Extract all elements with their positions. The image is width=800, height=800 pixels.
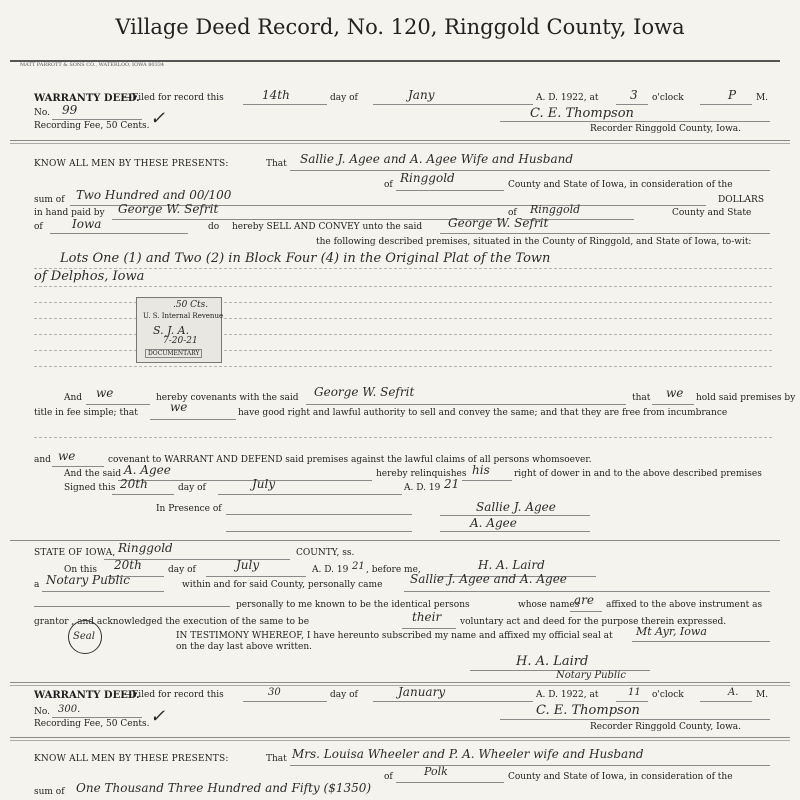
grantors-county: Polk xyxy=(424,765,448,778)
stamp-initials: S. J. A. xyxy=(153,324,190,337)
oclock-label: o'clock xyxy=(652,690,684,700)
that-label: That xyxy=(266,159,287,169)
signed-day: 20th xyxy=(120,477,148,491)
filed-day: 14th xyxy=(262,88,290,102)
persons-appearing: Sallie J. Agee and A. Agee xyxy=(410,572,567,586)
legal-description-line-1: Lots One (1) and Two (2) in Block Four (4) in the Original Plat of the Town xyxy=(60,251,551,266)
personally-known-text: personally to me known to be the identical persons xyxy=(236,600,470,610)
day-last-written: on the day last above written. xyxy=(176,642,313,652)
filed-for-record-label: —Filed for record this xyxy=(123,93,224,103)
fill-line xyxy=(42,591,164,592)
relinquishes-text: hereby relinquishes xyxy=(376,469,467,479)
state-label: STATE OF IOWA, xyxy=(34,548,116,558)
stamp-date: 7-20-21 xyxy=(163,336,198,346)
ack-county: Ringgold xyxy=(118,541,173,555)
fill-line xyxy=(440,233,770,234)
section-divider xyxy=(10,740,790,741)
section-divider xyxy=(10,140,790,141)
grantor-ack-text: grantor , and acknowledged the execution of the same to be xyxy=(34,617,310,627)
stamp-issuer: U. S. Internal Revenue xyxy=(143,312,224,320)
fill-line xyxy=(306,404,626,405)
deed-number: 99 xyxy=(62,103,78,117)
fill-line xyxy=(500,719,770,720)
fill-line xyxy=(34,606,230,607)
fill-line xyxy=(52,119,142,120)
county-state-text: County and State of Iowa, in consideration of the xyxy=(508,772,733,782)
county-ss-label: COUNTY, ss. xyxy=(296,548,355,558)
fill-line xyxy=(226,514,412,515)
we-4: we xyxy=(58,449,76,463)
section-divider xyxy=(10,682,790,683)
that-label-2: that xyxy=(632,393,651,403)
day-of-label: day of xyxy=(330,690,358,700)
we-3: we xyxy=(170,400,188,414)
check-mark: ✓ xyxy=(150,706,166,727)
deed-number: 300. xyxy=(58,704,81,715)
fill-line xyxy=(52,717,142,718)
sum-written: Two Hundred and 00/100 xyxy=(76,188,232,202)
grantee-name: George W. Sefrit xyxy=(118,202,219,216)
notary-title-handwritten: Notary Public xyxy=(46,573,130,587)
no-label: No. xyxy=(34,108,50,118)
m-label: M. xyxy=(756,690,769,700)
stamp-amount: .50 Cts. xyxy=(173,300,209,310)
signed-this-label: Signed this xyxy=(64,483,116,493)
fill-line xyxy=(243,701,327,702)
title-fee-text: title in fee simple; that xyxy=(34,408,138,418)
on-this-label: On this xyxy=(64,565,97,575)
ruled-line xyxy=(34,437,772,438)
ack-month: July xyxy=(236,558,260,572)
fill-line xyxy=(112,494,174,495)
recorder-title: Recorder Ringgold County, Iowa. xyxy=(590,124,742,134)
grantee-state: Iowa xyxy=(72,217,102,231)
recorder-title: Recorder Ringgold County, Iowa. xyxy=(590,722,742,732)
fill-line xyxy=(462,480,512,481)
signed-year: 21 xyxy=(444,477,460,491)
section-divider xyxy=(10,143,790,144)
day-of-label: day of xyxy=(330,93,358,103)
fill-line xyxy=(150,419,236,420)
county-state-text: County and State of Iowa, in consideration of the xyxy=(508,180,733,190)
dollars-label: DOLLARS xyxy=(718,195,764,205)
seal-label: Seal xyxy=(73,631,95,642)
know-all-men: KNOW ALL MEN BY THESE PRESENTS: xyxy=(34,159,229,169)
fill-line xyxy=(500,121,770,122)
fill-line xyxy=(290,765,770,766)
fill-line xyxy=(616,104,648,105)
fill-line xyxy=(396,190,504,191)
check-mark: ✓ xyxy=(150,108,166,129)
signature-1: Sallie J. Agee xyxy=(476,500,556,514)
dower-text: right of dower in and to the above described premises xyxy=(514,469,762,479)
warrant-defend-text: covenant to WARRANT AND DEFEND said premises against the lawful claims of all persons whomsoever. xyxy=(108,455,592,465)
of-label: of xyxy=(384,772,393,782)
grantee-name-2: George W. Sefrit xyxy=(448,216,549,230)
signature-2: A. Agee xyxy=(470,516,517,530)
fill-line xyxy=(700,701,752,702)
his-word: his xyxy=(472,463,490,477)
do-label: do xyxy=(208,222,220,232)
fill-line xyxy=(373,701,533,702)
of-label: of xyxy=(34,222,43,232)
fill-line xyxy=(404,591,770,592)
within-county-text: within and for said County, personally came xyxy=(182,580,383,590)
whose-names-label: whose names xyxy=(518,600,580,610)
following-premises-text: the following described premises, situated in the County of Ringgold, and State of Iowa, to-wit: xyxy=(316,237,752,247)
that-label: That xyxy=(266,754,287,764)
section-divider xyxy=(10,737,790,738)
recording-fee: Recording Fee, 50 Cents. xyxy=(34,719,150,729)
notary-signature: H. A. Laird xyxy=(516,654,589,669)
fill-line xyxy=(373,104,533,105)
and-the-said-label: And the said xyxy=(64,469,122,479)
oclock-label: o'clock xyxy=(652,93,684,103)
fill-line xyxy=(112,219,502,220)
recording-fee: Recording Fee, 50 Cents. xyxy=(34,121,150,131)
legal-description-line-2: of Delphos, Iowa xyxy=(34,269,145,284)
covenants-text: hereby covenants with the said xyxy=(156,393,299,403)
revenue-stamp xyxy=(136,297,222,363)
grantors-names: Mrs. Louisa Wheeler and P. A. Wheeler wife and Husband xyxy=(292,747,644,761)
fill-line xyxy=(632,641,770,642)
deed-heading: WARRANTY DEED. xyxy=(34,93,140,104)
ack-day: 20th xyxy=(114,558,142,572)
affixed-text: affixed to the above instrument as xyxy=(606,600,763,610)
notary-seal xyxy=(68,620,102,654)
ruled-line xyxy=(34,366,772,367)
filed-day: 30 xyxy=(268,687,281,698)
printer-imprint: MATT PARROTT & SONS CO., WATERLOO, IOWA 80334 xyxy=(20,62,165,68)
filed-ampm: A. xyxy=(728,687,739,698)
fill-line xyxy=(118,480,372,481)
notary-name: H. A. Laird xyxy=(478,558,545,572)
fill-line xyxy=(52,466,104,467)
fill-line xyxy=(396,782,504,783)
ad-year-label: A. D. 1922, at xyxy=(536,93,599,103)
filed-hour: 11 xyxy=(628,687,641,698)
fill-line xyxy=(700,104,752,105)
before-me-label: , before me, xyxy=(366,565,421,575)
fill-line xyxy=(402,628,456,629)
recorder-signature: C. E. Thompson xyxy=(530,106,634,121)
signature-line xyxy=(440,531,590,532)
good-right-text: have good right and lawful authority to sell and convey the same; and that they are free from incumbrance xyxy=(238,408,728,418)
are-word: are xyxy=(574,593,594,607)
signed-month: July xyxy=(252,477,276,491)
ad-year-label: A. D. 1922, at xyxy=(536,690,599,700)
and-label-2: and xyxy=(34,455,51,465)
page-title: Village Deed Record, No. 120, Ringgold County, Iowa xyxy=(115,15,685,39)
testimony-text: IN TESTIMONY WHEREOF, I have hereunto subscribed my name and affixed my official seal at xyxy=(176,631,613,641)
ruled-line xyxy=(34,268,772,269)
recorder-signature: C. E. Thompson xyxy=(536,703,640,718)
day-of-label-2: day of xyxy=(178,483,206,493)
fill-line xyxy=(652,404,694,405)
fill-line xyxy=(570,611,602,612)
and-label: And xyxy=(64,393,83,403)
seal-place: Mt Ayr, Iowa xyxy=(636,625,707,638)
filed-hour: 3 xyxy=(630,88,638,102)
notary-signature-title: Notary Public xyxy=(556,670,626,681)
m-label: M. xyxy=(756,93,769,103)
sum-of-label: sum of xyxy=(34,787,65,797)
fill-line xyxy=(206,576,306,577)
stamp-type: DOCUMENTARY xyxy=(145,349,202,358)
grantors-county: Ringgold xyxy=(400,171,455,185)
fill-line xyxy=(243,104,327,105)
fill-line xyxy=(226,531,412,532)
grantee-county: Ringgold xyxy=(530,203,581,216)
hold-premises-text: hold said premises by xyxy=(696,393,796,403)
we-2: we xyxy=(666,386,684,400)
filed-ampm: P xyxy=(728,88,737,102)
grantee-name-3: George W. Sefrit xyxy=(314,385,415,399)
in-presence-label: In Presence of xyxy=(156,504,222,514)
spouse-name: A. Agee xyxy=(124,463,171,477)
fill-line xyxy=(86,404,150,405)
no-label: No. xyxy=(34,707,50,717)
we-1: we xyxy=(96,386,114,400)
of-label: of xyxy=(508,208,517,218)
in-hand-paid-label: in hand paid by xyxy=(34,208,105,218)
filed-month: January xyxy=(398,685,446,699)
fill-line xyxy=(290,170,770,171)
of-label: of xyxy=(384,180,393,190)
ack-year: 21 xyxy=(352,561,365,572)
sum-of-label: sum of xyxy=(34,195,65,205)
sell-convey-text: hereby SELL AND CONVEY unto the said xyxy=(232,222,423,232)
know-all-men: KNOW ALL MEN BY THESE PRESENTS: xyxy=(34,754,229,764)
a-label: a xyxy=(34,580,40,590)
fill-line xyxy=(218,494,402,495)
fill-line xyxy=(616,701,648,702)
county-and-state-label: County and State xyxy=(672,208,752,218)
ad-label-2: A. D. 19 xyxy=(404,483,441,493)
grantors-names: Sallie J. Agee and A. Agee Wife and Husband xyxy=(300,152,574,166)
ad-label-3: A. D. 19 xyxy=(312,565,349,575)
fill-line xyxy=(50,233,188,234)
filed-for-record-label: —Filed for record this xyxy=(123,690,224,700)
filed-month: Jany xyxy=(408,88,435,102)
deed-heading: WARRANTY DEED. xyxy=(34,690,140,701)
voluntary-act-text: voluntary act and deed for the purpose therein expressed. xyxy=(460,617,727,627)
sum-written: One Thousand Three Hundred and Fifty ($1350) xyxy=(76,781,372,795)
ruled-line xyxy=(34,286,772,287)
their-word: their xyxy=(412,610,442,624)
day-of-label-3: day of xyxy=(168,565,196,575)
